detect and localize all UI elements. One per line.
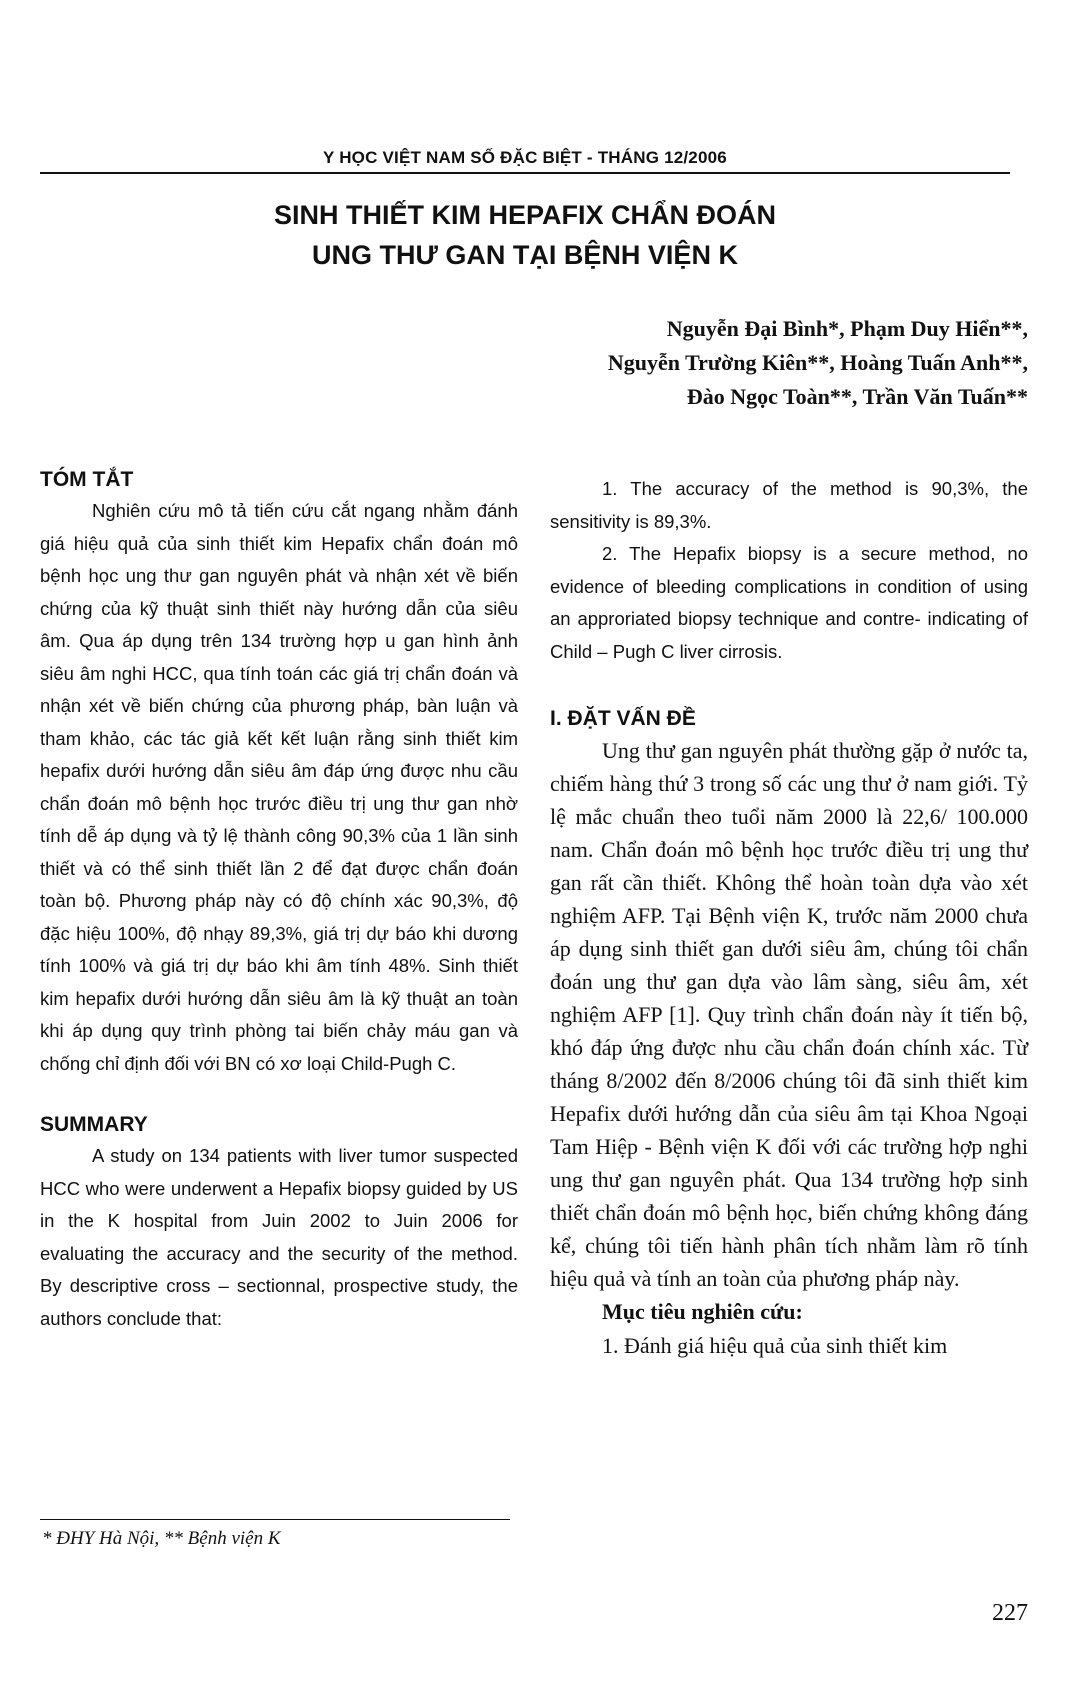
authors-line-2: Nguyễn Trường Kiên**, Hoàng Tuấn Anh**, [607, 350, 1028, 375]
title-line-2: UNG THƯ GAN TẠI BỆNH VIỆN K [312, 240, 738, 270]
authors-line-3: Đào Ngọc Toàn**, Trần Văn Tuấn** [686, 384, 1028, 409]
footnote-divider [40, 1519, 510, 1520]
author-list [428, 312, 1028, 414]
summary-heading: SUMMARY [40, 1113, 148, 1136]
authors-line-1: Nguyễn Đại Bình*, Phạm Duy Hiển**, [666, 316, 1028, 341]
page-number: 227 [992, 1600, 1028, 1626]
summary-text: A study on 134 patients with liver tumor suspected HCC who were underwent a Hepafix biopsy guided by US in the K hospital from Juin 2002 to Juin 2006 for evaluating the accuracy and the security of the method. By descriptive cross – sectionnal, prospective study, the authors conclude that: [40, 1145, 518, 1329]
footnote: * ĐHY Hà Nội, ** Bệnh viện K [42, 1528, 281, 1549]
right-column [550, 473, 1028, 1362]
objectives-heading: Mục tiêu nghiên cứu: [602, 1299, 803, 1324]
abstract-vi-text: Nghiên cứu mô tả tiến cứu cắt ngang nhằm đánh giá hiệu quả của sinh thiết kim Hepafix chẩn đoán mô bệnh học ung thư gan nguyên phát và nhận xét về biến chứng của kỹ thuật sinh thiết này hướng dẫn của siêu âm. Qua áp dụng trên 134 trường hợp u gan hình ảnh siêu âm nghi HCC, qua tính toán các giá trị chẩn đoán và nhận xét về biến chứng của phương pháp, bàn luận và tham khảo, các tác giả kết kết luận rằng sinh thiết kim hepafix dưới hướng dẫn siêu âm đáp ứng được nhu cầu chẩn đoán mô bệnh học trước điều trị ung thư gan nhờ tính dễ áp dụng và tỷ lệ thành công 90,3% của 1 lần sinh thiết và có thể sinh thiết lần 2 để đạt được chẩn đoán toàn bộ. Phương pháp này có độ chính xác 90,3%, độ đặc hiệu 100%, độ nhạy 89,3%, giá trị dự báo khi dương tính 100% và giá trị dự báo khi âm tính 48%. Sinh thiết kim hepafix dưới hướng dẫn siêu âm là kỹ thuật an toàn khi áp dụng quy trình phòng tai biến chảy máu gan và chống chỉ định đối với BN có xơ loại Child-Pugh C. [40, 500, 518, 1074]
article-title [40, 195, 1010, 275]
journal-header: Y HỌC VIỆT NAM SỐ ĐẶC BIỆT - THÁNG 12/2006 [40, 148, 1010, 174]
summary-point-2: 2. The Hepafix biopsy is a secure method, no evidence of bleeding complications in condition of using an approriated biopsy technique and contre- indicating of Child – Pugh C liver cirrosis. [550, 543, 1028, 662]
title-line-1: SINH THIẾT KIM HEPAFIX CHẨN ĐOÁN [273, 200, 776, 230]
abstract-vi-heading: TÓM TẮT [40, 468, 134, 491]
summary-point-1: 1. The accuracy of the method is 90,3%, the sensitivity is 89,3%. [550, 478, 1028, 532]
section-1-heading: I. ĐẶT VẤN ĐỀ [550, 707, 696, 730]
objective-1: 1. Đánh giá hiệu quả của sinh thiết kim [602, 1333, 948, 1358]
section-1-text: Ung thư gan nguyên phát thường gặp ở nước ta, chiếm hàng thứ 3 trong số các ung thư ở nam giới. Tỷ lệ mắc chuẩn theo tuổi năm 2000 là 22,6/ 100.000 nam. Chẩn đoán mô bệnh học trước điều trị ung thư gan rất cần thiết. Không thể hoàn toàn dựa vào xét nghiệm AFP. Tại Bệnh viện K, trước năm 2000 chưa áp dụng sinh thiết gan dưới siêu âm, chúng tôi chẩn đoán ung thư gan dựa vào lâm sàng, siêu âm, xét nghiệm AFP [1]. Quy trình chẩn đoán này ít tiến bộ, khó đáp ứng được nhu cầu chẩn đoán chính xác. Từ tháng 8/2002 đến 8/2006 chúng tôi đã sinh thiết kim Hepafix dưới hướng dẫn của siêu âm tại Khoa Ngoại Tam Hiệp - Bệnh viện K đối với các trường hợp nghi ung thư gan nguyên phát. Qua 134 trường hợp sinh thiết chẩn đoán mô bệnh học, biến chứng không đáng kể, chúng tôi tiến hành phân tích nhằm làm rõ tính hiệu quả và tính an toàn của phương pháp này. [550, 738, 1028, 1291]
left-column [40, 465, 518, 1335]
